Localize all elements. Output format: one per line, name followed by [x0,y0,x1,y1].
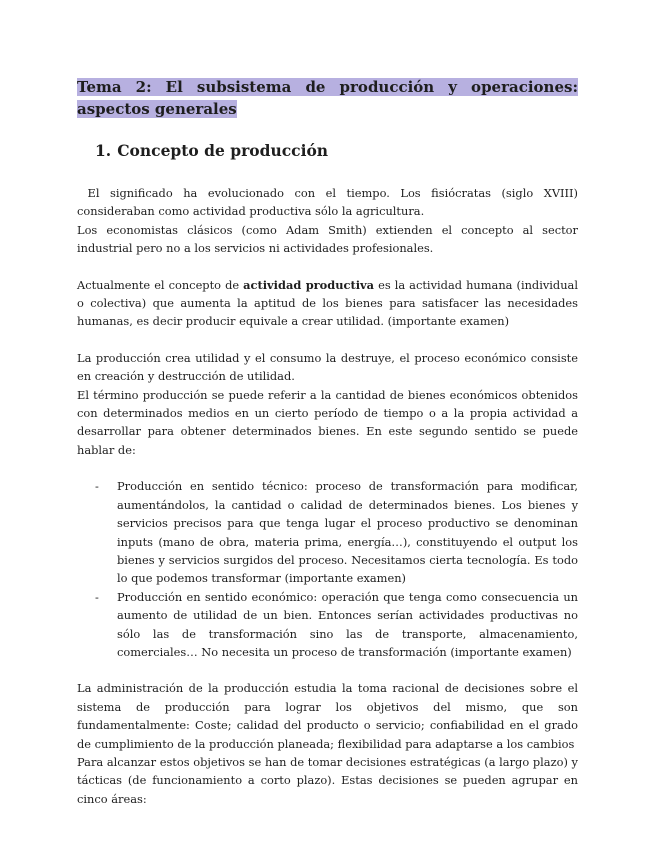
document-title [77,76,578,120]
section-heading [95,140,578,162]
paragraph-7: Para alcanzar estos objetivos se han de tomar decisiones estratégicas (a largo plazo) y tácticas (de funcionamiento a corto plazo). Estas decisiones se pueden agrupar en cinco áreas: [77,754,578,806]
paragraph-3-end: es la actividad humana (individual o colectiva) que aumenta la aptitud de los bienes para satisfacer las necesidades humanas, es decir producir equivale a crear utilidad. (importante examen) [77,277,578,329]
bullet-marker: - [95,479,99,494]
title-highlight: Tema 2: El subsistema de producción y operaciones: aspectos generales [77,78,578,118]
paragraph-3-bold: actividad productiva [243,277,375,292]
section-heading-text: Concepto de producción [117,141,329,160]
bullet-marker: - [95,589,99,604]
bullet-list [77,477,578,661]
section-number: 1. [95,141,112,160]
document-body [77,76,582,808]
list-item-text: Producción en sentido técnico: proceso de transformación para modificar, aumentándolos, la cantidad o calidad de determinados bienes. Los bienes y servicios precisos para que tenga lugar el proceso productivo se denominan inputs (mano de obra, materia prima, energía…), constituyendo el output los bienes y servicios surgidos del proceso. Necesitamos cierta tecnología. Es todo lo que podemos transformar (importante examen) [117,479,578,586]
paragraph-3 [77,276,578,331]
paragraph-1: El significado ha evolucionado con el tiempo. Los fisiócratas (siglo XVIII) consideraban como actividad productiva sólo la agricultura. [77,186,582,219]
list-item [77,477,578,587]
paragraph-4: La producción crea utilidad y el consumo la destruye, el proceso económico consiste en creación y destrucción de utilidad. [77,350,578,384]
paragraph-2: Los economistas clásicos (como Adam Smith) extienden el concepto al sector industrial pero no a los servicios ni actividades profesionales. [77,222,578,256]
list-item-text: Producción en sentido económico: operación que tenga como consecuencia un aumento de utilidad de un bien. Entonces serían actividades productivas no sólo las de transformación sino las de transporte, almacenamiento, comerciales… No necesita un proceso de transformación (importante examen) [117,589,578,659]
paragraph-3-start: Actualmente el concepto de [77,277,244,292]
paragraph-5: El término producción se puede referir a la cantidad de bienes económicos obtenidos con determinados medios en un cierto período de tiempo o a la propia actividad a desarrollar para obtener determinados bienes. En este segundo sentido se puede hablar de: [77,387,578,457]
list-item [77,588,578,662]
paragraph-6: La administración de la producción estudia la toma racional de decisiones sobre el sistema de producción para lograr los objetivos del mismo, que son fundamentalmente: Coste; calidad del producto o servicio; confiabilidad en el grado de cumplimiento de la producción planeada; flexibilidad para adaptarse a los cambios [77,681,578,751]
